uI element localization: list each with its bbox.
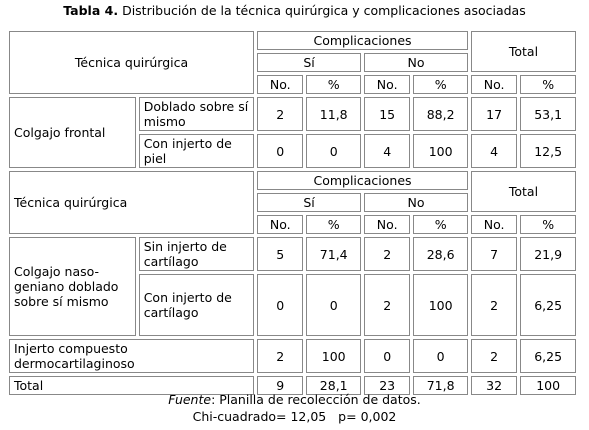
stats-note: Chi-cuadrado= 12,05 p= 0,002 [192, 409, 397, 424]
header-total: Total [471, 171, 576, 212]
cell-total-n: 2 [471, 339, 517, 373]
cell-no-n: 23 [364, 376, 410, 395]
cell-no-pct: 88,2 [413, 97, 468, 131]
header-pct: % [520, 75, 576, 94]
cell-total-n: 17 [471, 97, 517, 131]
header-complicaciones: Complicaciones [257, 171, 468, 190]
row-label: Injerto compuesto dermocartilaginoso [9, 339, 254, 373]
header-complicaciones: Complicaciones [257, 31, 468, 50]
cell-si-pct: 0 [306, 274, 361, 336]
row-label: Con injerto de piel [139, 134, 254, 168]
cell-no-n: 4 [364, 134, 410, 168]
row-label: Doblado sobre sí mismo [139, 97, 254, 131]
cell-total-n: 7 [471, 237, 517, 271]
cell-total-pct: 6,25 [520, 274, 576, 336]
cell-total-n: 2 [471, 274, 517, 336]
cell-si-pct: 0 [306, 134, 361, 168]
cell-no-pct: 100 [413, 134, 468, 168]
header-num: No. [257, 215, 303, 234]
header-pct: % [520, 215, 576, 234]
cell-si-pct: 71,4 [306, 237, 361, 271]
group-label: Colgajo frontal [9, 97, 136, 168]
cell-total-pct: 53,1 [520, 97, 576, 131]
table-caption [0, 3, 589, 18]
row-label: Sin injerto de cartílago [139, 237, 254, 271]
cell-no-pct: 71,8 [413, 376, 468, 395]
cell-no-n: 15 [364, 97, 410, 131]
header-tecnica: Técnica quirúrgica [9, 31, 254, 94]
cell-si-pct: 28,1 [306, 376, 361, 395]
cell-total-n: 32 [471, 376, 517, 395]
total-label: Total [9, 376, 254, 395]
complications-table [6, 28, 579, 398]
header-pct: % [413, 215, 468, 234]
header-tecnica: Técnica quirúrgica [9, 171, 254, 234]
header-num: No. [471, 75, 517, 94]
caption-text: Distribución de la técnica quirúrgica y complicaciones asociadas [122, 3, 526, 18]
header-si: Sí [257, 193, 361, 212]
cell-no-pct: 100 [413, 274, 468, 336]
cell-si-n: 5 [257, 237, 303, 271]
source-label: Fuente [168, 392, 212, 407]
cell-total-pct: 6,25 [520, 339, 576, 373]
cell-total-pct: 12,5 [520, 134, 576, 168]
cell-no-pct: 0 [413, 339, 468, 373]
table-row [9, 237, 576, 271]
header-num: No. [364, 75, 410, 94]
row-label: Con injerto de cartílago [139, 274, 254, 336]
group-label: Colgajo naso-geniano doblado sobre sí mismo [9, 237, 136, 336]
cell-si-pct: 100 [306, 339, 361, 373]
cell-si-n: 2 [257, 97, 303, 131]
header-no: No [364, 193, 468, 212]
cell-si-n: 9 [257, 376, 303, 395]
header-num: No. [257, 75, 303, 94]
cell-no-n: 0 [364, 339, 410, 373]
cell-si-n: 0 [257, 134, 303, 168]
caption-label: Tabla 4. [63, 3, 119, 18]
header-num: No. [364, 215, 410, 234]
source-note [0, 392, 589, 407]
header-total: Total [471, 31, 576, 72]
cell-si-pct: 11,8 [306, 97, 361, 131]
table-row [9, 97, 576, 131]
cell-no-n: 2 [364, 237, 410, 271]
cell-total-pct: 21,9 [520, 237, 576, 271]
header-pct: % [413, 75, 468, 94]
cell-total-pct: 100 [520, 376, 576, 395]
header-num: No. [471, 215, 517, 234]
header-pct: % [306, 215, 361, 234]
cell-no-n: 2 [364, 274, 410, 336]
header-si: Sí [257, 53, 361, 72]
cell-no-pct: 28,6 [413, 237, 468, 271]
header-pct: % [306, 75, 361, 94]
cell-si-n: 2 [257, 339, 303, 373]
cell-total-n: 4 [471, 134, 517, 168]
header-no: No [364, 53, 468, 72]
source-text: : Planilla de recolección de datos. [211, 392, 421, 407]
table-row [9, 339, 576, 373]
cell-si-n: 0 [257, 274, 303, 336]
